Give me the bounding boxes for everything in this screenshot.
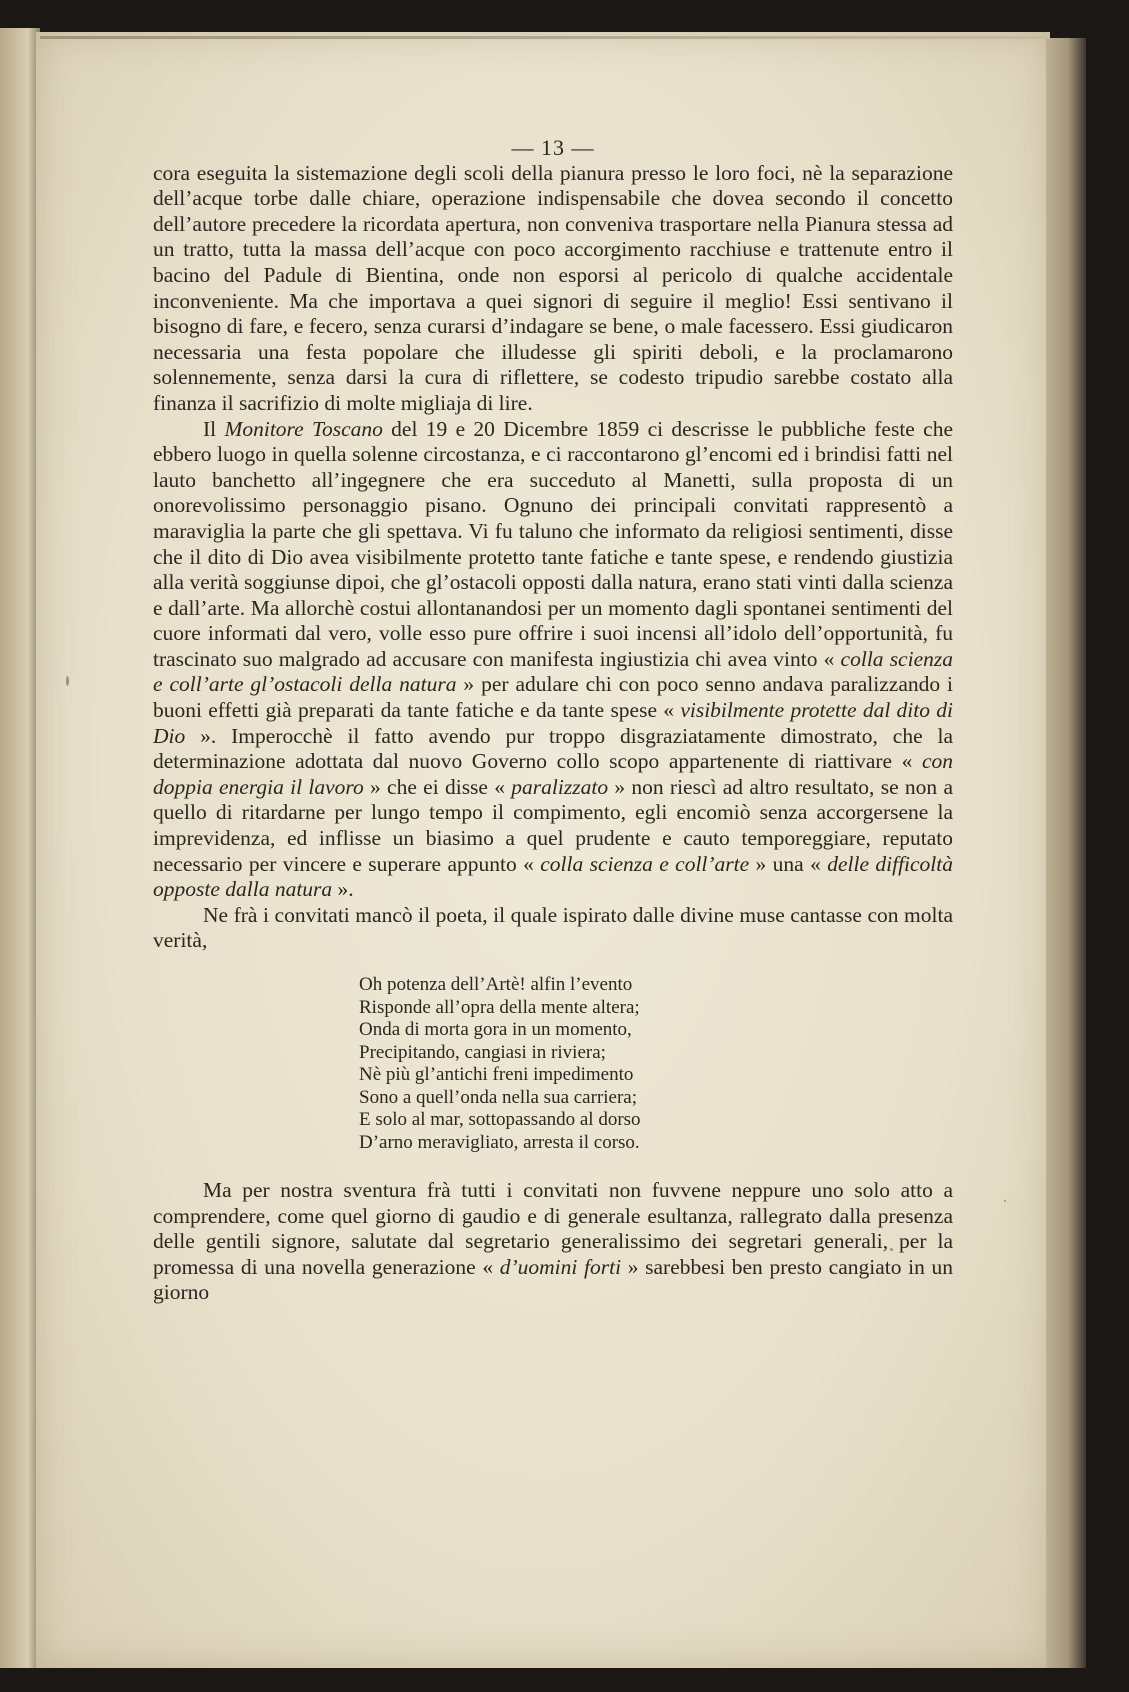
poem-stanza (359, 974, 953, 1154)
italic-quote: colla scienza e coll’arte gl’ostacoli della natura (153, 646, 953, 697)
text-run: » una « (749, 851, 828, 876)
poem-line: Sono a quell’onda nella sua carriera; (359, 1086, 638, 1108)
text-run: ». Imperocchè il fatto avendo pur troppo disgraziatamente dimostrato, che la determinazione adottata dal nuovo Governo collo scopo appartenente di riattivare « (153, 723, 953, 774)
poem-line: D’arno meravigliato, arresta il corso. (359, 1131, 640, 1153)
italic-title: Monitore Toscano (224, 416, 383, 441)
text-run: Ma per nostra sventura frà tutti i convitati non fuvvene neppure uno solo atto a comprendere, come quel giorno di gaudio e di generale esultanza, rallegrato dalla presenza delle gentili signore, salutate dal segretario generalissimo dei segretari generali, per la promessa di una novella generazione « (153, 1178, 953, 1279)
italic-quote: d’uomini forti (499, 1254, 622, 1279)
poem-line: Oh potenza dell’Artè! alfin l’evento (359, 974, 633, 995)
text-run: » per adulare chi con poco senno andava paralizzando i buoni effetti già preparati da tante fatiche e da tante spese « (153, 672, 953, 723)
poem-line: Risponde all’opra della mente altera; (359, 996, 640, 1018)
text-run: del 19 e 20 Dicembre 1859 ci descrisse le pubbliche feste che ebbero luogo in quella solenne circostanza, e ci raccontarono gl’encomi ed i brindisi fatti nel lauto banchetto all’ingegnere che era succeduto al Manetti, sulla proposta di un onorevolissimo personaggio pisano. Ognuno dei principali convitati rappresentò a maraviglia la parte che gli spettava. Vi fu taluno che informato da religiosi sentimenti, disse che il dito di Dio avea visibilmente protetto tante fatiche e tante spese, e rendendo giustizia alla verità soggiunse dipoi, che gl’ostacoli opposti dalla natura, erano stati vinti dalla scienza e dall’arte. Ma allorchè costui allontanandosi per un momento dagli spontanei sentimenti del cuore informati dal vero, volle esso pure offrire i suoi incensi all’idolo dell’opportunità, fu trascinato suo malgrado ad accusare con manifesta ingiustizia chi avea vinto « (153, 416, 953, 671)
poem-line: Precipitando, cangiasi in riviera; (359, 1041, 606, 1063)
paragraph-3: Ne frà i convitati mancò il poeta, il quale ispirato dalle divine muse cantasse con molta verità, (153, 902, 953, 953)
poem-line: Onda di morta gora in un momento, (359, 1019, 632, 1040)
italic-quote: paralizzato (511, 774, 609, 799)
italic-quote: con doppia energia il lavoro (153, 749, 953, 799)
right-page-edge (1046, 38, 1086, 1668)
top-edge-line (40, 36, 1050, 39)
paper-speck (66, 676, 69, 686)
text-run: » sarebbesi ben presto cangiato in un giorno (153, 1254, 953, 1305)
text-run: » che ei disse « (363, 774, 512, 799)
paragraph-4 (153, 1178, 953, 1306)
italic-quote: visibilmente protette dal dito di Dio (153, 698, 953, 748)
italic-quote: colla scienza e coll’arte (540, 851, 750, 876)
poem-line: E solo al mar, sottopassando al dorso (359, 1109, 641, 1130)
page-text (153, 135, 953, 1306)
poem-line: Nè più gl’antichi freni impedimento (359, 1064, 634, 1085)
paragraph-1: cora eseguita la sistemazione degli scoli della pianura presso le loro foci, nè la separazione dell’acque torbe dalle chiare, operazione indispensabile che dovea secondo il concetto dell’autore precedere la ricordata apertura, non conveniva trasportare nella Pianura stessa ad un tratto, tutta la massa dell’acque con poco accorgimento racchiuse e trattenute entro il bacino del Padule di Bientina, onde non esporsi al pericolo di qualche accidentale inconveniente. Ma che importava a quei signori di seguire il meglio! Essi sentivano il bisogno di fare, e fecero, senza curarsi d’indagare se bene, o male facessero. Essi giudicaron necessaria una festa popolare che illudesse gli spiriti deboli, e la proclamarono solennemente, senza darsi la cura di riflettere, se codesto tripudio sarebbe costato alla finanza il sacrifizio di molte migliaja di lire. (153, 160, 953, 415)
paragraph-2 (153, 417, 953, 903)
page-number: — 13 — (511, 135, 595, 160)
text-run: Il (203, 416, 225, 441)
left-page-edge (0, 28, 40, 1668)
text-run: » non riescì ad altro resultato, se non a quello di ritardarne per lungo tempo il compimento, egli encomiò senza accorgersene la imprevidenza, ed inflisse un biasimo a quel prudente e cauto temporeggiare, reputato necessario per vincere e superare appunto « (153, 774, 953, 876)
paper-speck (1004, 1200, 1006, 1202)
italic-quote: delle difficoltà opposte dalla natura (153, 851, 954, 902)
text-run: ». (332, 877, 354, 902)
